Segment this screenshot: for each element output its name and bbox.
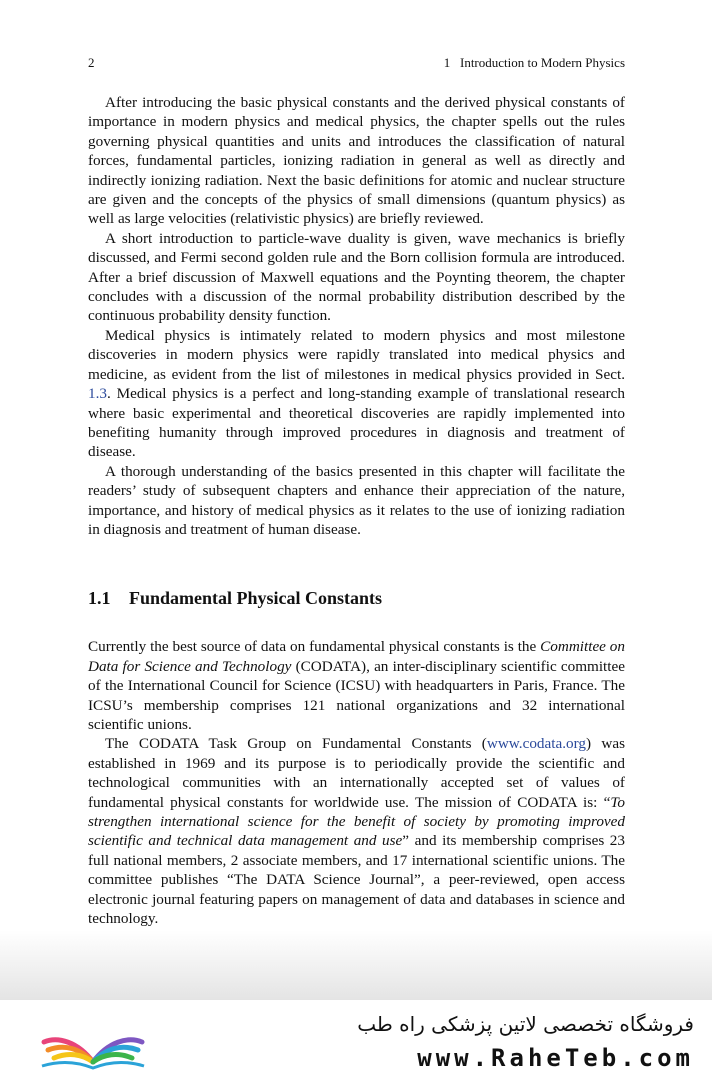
open-book-logo-icon: [38, 1012, 148, 1074]
shop-name: فروشگاه تخصصی لاتین پزشکی راه طب: [357, 1012, 694, 1036]
page-body: [88, 93, 625, 928]
running-title: 1 Introduction to Modern Physics: [443, 55, 625, 70]
section-paragraph-1: [88, 637, 625, 734]
page-bottom-shadow: [0, 930, 712, 1002]
codata-url-link[interactable]: www.codata.org: [486, 735, 586, 753]
section-paragraph-1-text-cont: (CODATA), an inter-disciplinary scientific committee of the International Council for Science (ICSU) with headquarters in Paris, France. The ICSU’s membership comprises 121 national organizations and 32 international scientific unions.: [88, 657, 625, 733]
codata-name-italic: Committee on Data for Science and Technology: [88, 638, 625, 675]
shop-url[interactable]: www.RaheTeb.com: [417, 1044, 694, 1072]
page-header: [88, 55, 625, 73]
section-paragraph-2-text: The CODATA Task Group on Fundamental Constants (: [105, 735, 487, 753]
intro-paragraph-1: After introducing the basic physical constants and the derived physical constants of importance in modern physics and medical physics, the chapter spells out the rules governing physical quantities and units and introduces the classification of natural forces, fundamental particles, ionizing radiation in general as well as directly and indirectly ionizing radiation. Next the basic definitions for atomic and nuclear structure are given and the concepts of the physics of small dimensions (quantum physics) as well as large velocities (relativistic physics) are briefly reviewed.: [88, 94, 625, 228]
intro-paragraph-3: [88, 326, 625, 462]
section-paragraph-2-text-end: ” and its membership comprises 23 full national members, 2 associate members, and 17 international scientific unions. The committee publishes “The DATA Science Journal”, a peer-reviewed, open access electronic journal featuring papers on management of data and databases in science and technology.: [88, 832, 625, 928]
intro-paragraph-2: A short introduction to particle-wave duality is given, wave mechanics is briefly discussed, and Fermi second golden rule and the Born collision formula are introduced. After a brief discussion of Maxwell equations and the Poynting theorem, the chapter concludes with a discussion of the normal probability distribution described by the continuous probability density function.: [88, 229, 625, 325]
mission-quote-italic: To strengthen international science for the benefit of society by promoting improved scientific and technical data management and use: [88, 793, 625, 850]
section-paragraph-2-text-cont: ) was established in 1969 and its purpose is to periodically provide the scientific and technological communities with an internationally accepted set of values of fundamental physical constants for worldwide use. The mission of CODATA is: “: [88, 735, 625, 811]
section-heading: [88, 587, 625, 609]
intro-paragraph-3-text: Medical physics is intimately related to modern physics and most milestone discoveries in modern physics were rapidly translated into medical physics and medicine, as evident from the list of milestones in medical physics provided in Sect.: [88, 326, 625, 383]
section-title: Fundamental Physical Constants: [129, 588, 383, 609]
section-paragraph-2: [88, 734, 625, 928]
intro-paragraph-3-text-cont: . Medical physics is a perfect and long-standing example of translational research where basic experimental and theoretical discoveries are rapidly implemented into benefiting humanity through improved procedures in diagnosis and treatment of disease.: [88, 385, 625, 461]
page-number: 2: [88, 55, 95, 70]
section-paragraph-1-text: Currently the best source of data on fundamental physical constants is the: [88, 638, 541, 656]
section-ref-link[interactable]: 1.3: [88, 385, 107, 403]
intro-paragraph-4: A thorough understanding of the basics presented in this chapter will facilitate the readers’ study of subsequent chapters and enhance their appreciation of the nature, importance, and history of medical physics as it relates to the use of ionizing radiation in diagnosis and treatment of human disease.: [88, 462, 625, 538]
watermark-banner: [0, 1000, 712, 1079]
section-number: 1.1: [88, 588, 111, 609]
